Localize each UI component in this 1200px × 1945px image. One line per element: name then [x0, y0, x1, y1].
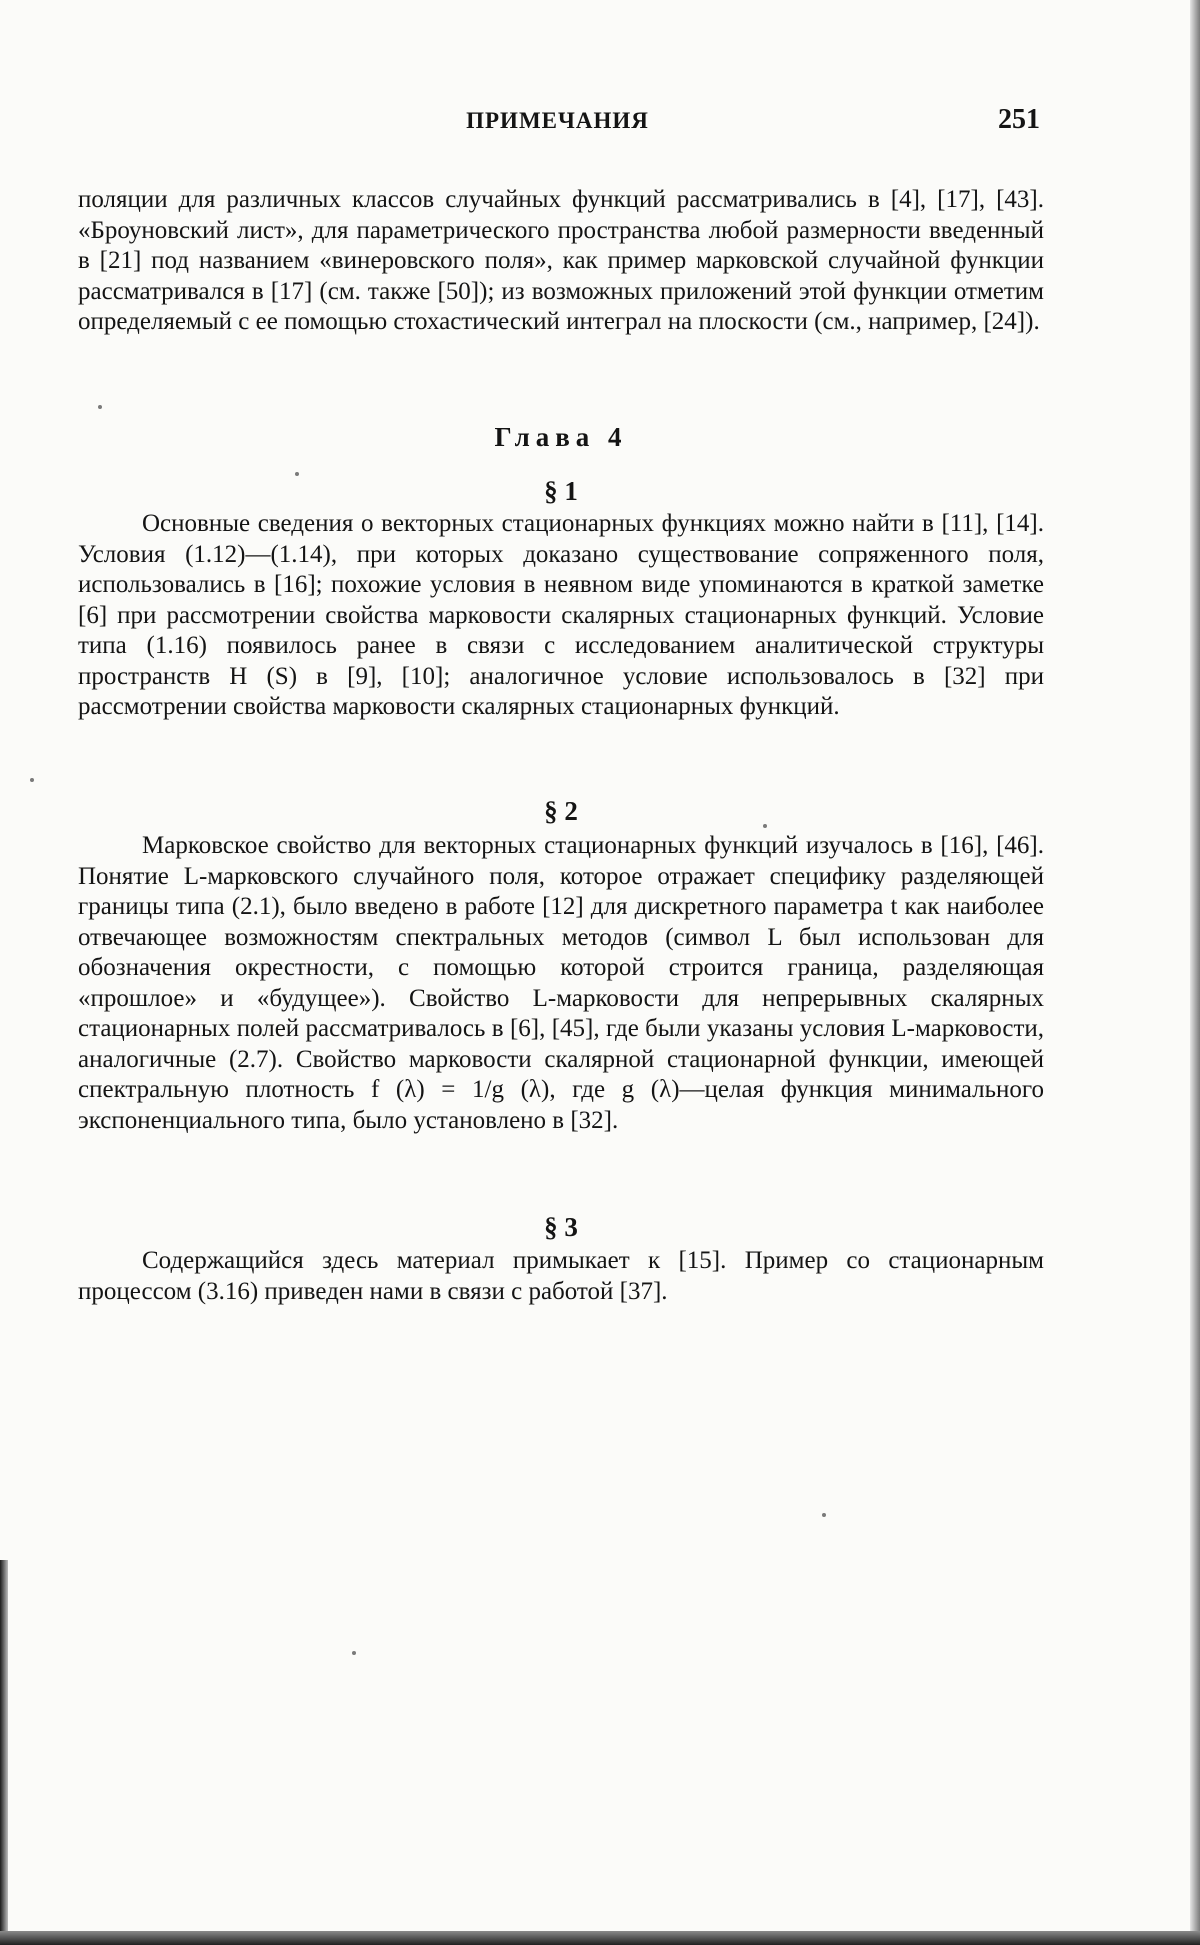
- section-2-paragraph: Марковское свойство для векторных стационарных функций изучалось в [16], [46]. Понятие L-марковского случайного поля, которое отражает специфику разделяющей границы типа (2.1), было введено в работе [12] для дискретного параметра t как наиболее отвечающее возможностям спектральных методов (символ L был использован для обозначения окрестности, с помощью которой строится граница, разделяющая «прошлое» и «будущее»). Свойство L-марковости для непрерывных скалярных стационарных полей рассматривалось в [6], [45], где были указаны условия L-марковости, аналогичные (2.7). Свойство марковости скалярной стационарной функции, имеющей спектральную плотность f (λ) = 1/g (λ), где g (λ)—целая функция минимального экспоненциального типа, было установлено в [32].: [78, 832, 1044, 1134]
- scan-speck: [822, 1513, 826, 1517]
- scan-speck: [763, 824, 767, 828]
- chapter-heading: Глава 4: [494, 422, 628, 452]
- section-1-block: [78, 509, 1044, 723]
- scan-left-edge: [0, 1560, 8, 1945]
- section-3-heading-wrapper: [78, 1212, 1044, 1243]
- section-2-block: [78, 831, 1044, 1136]
- scan-speck: [98, 405, 102, 409]
- section-2-heading-wrapper: [78, 796, 1044, 827]
- running-title: ПРИМЕЧАНИЯ: [466, 108, 649, 133]
- section-1-paragraph: Основные сведения о векторных стационарных функциях можно найти в [11], [14]. Условия (1.12)—(1.14), при которых доказано существование сопряженного поля, использовались в [16]; похожие условия в неявном виде упоминаются в краткой заметке [6] при рассмотрении свойства марковости скалярных стационарных функций. Условие типа (1.16) появилось ранее в связи с исследованием аналитической структуры пространств H (S) в [9], [10]; аналогичное условие использовалось в [32] при рассмотрении свойства марковости скалярных стационарных функций.: [78, 510, 1044, 720]
- intro-paragraph: поляции для различных классов случайных функций рассматривались в [4], [17], [43]. «Броуновский лист», для параметрического пространства любой размерности введенный в [21] под названием «винеровского поля», как пример марковской случайной функции рассматривался в [17] (см. также [50]); из возможных приложений этой функции отметим определяемый с ее помощью стохастический интеграл на плоскости (см., например, [24]).: [78, 186, 1044, 335]
- scan-bottom-edge: [0, 1931, 1200, 1945]
- section-3-paragraph: Содержащийся здесь материал примыкает к [15]. Пример со стационарным процессом (3.16) приведен нами в связи с работой [37].: [78, 1247, 1044, 1305]
- section-2-heading: § 2: [544, 796, 578, 826]
- section-1-heading-wrapper: [78, 476, 1044, 507]
- section-1-heading: § 1: [544, 476, 578, 506]
- chapter-heading-wrapper: [78, 422, 1044, 453]
- page-number: 251: [998, 104, 1040, 135]
- section-3-block: [78, 1246, 1044, 1307]
- page-header: [75, 104, 1040, 148]
- intro-paragraph-block: [78, 185, 1044, 338]
- scan-right-edge: [1190, 0, 1200, 1945]
- section-3-heading: § 3: [544, 1212, 578, 1242]
- scan-speck: [352, 1651, 356, 1655]
- scan-speck: [295, 472, 299, 476]
- scan-speck: [30, 778, 34, 782]
